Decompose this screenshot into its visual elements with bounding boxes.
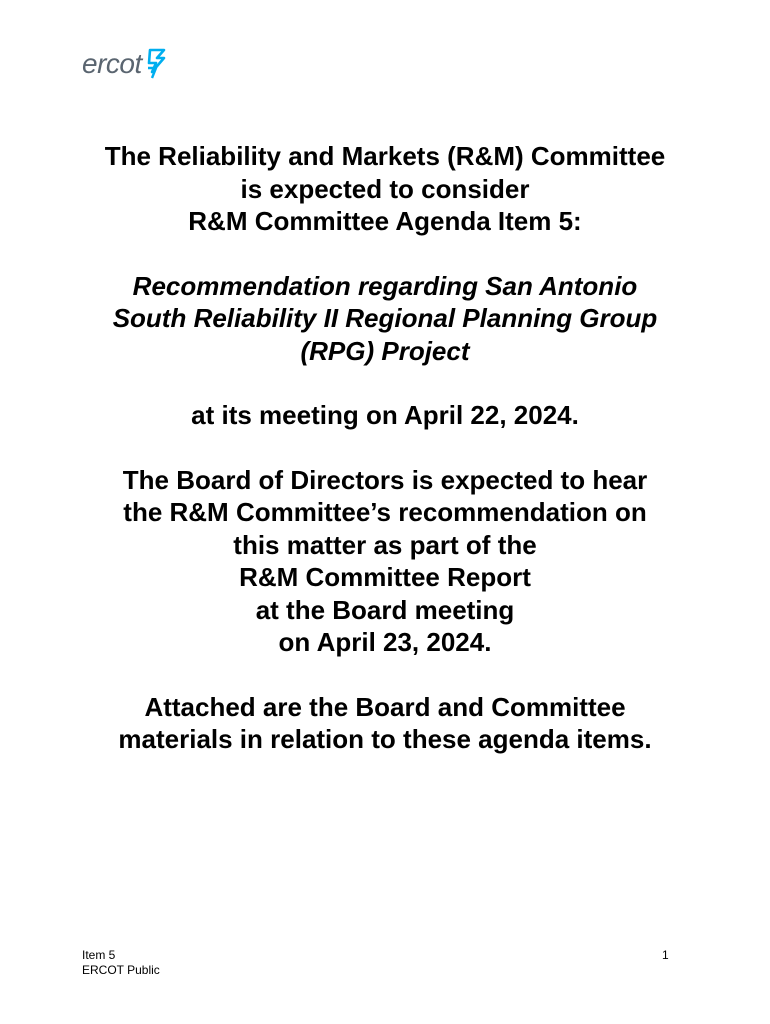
page-number: 1 <box>662 948 669 962</box>
footer-classification: ERCOT Public <box>82 963 160 977</box>
text-line: The Board of Directors is expected to hear <box>122 464 648 495</box>
text-line: is expected to consider <box>240 173 530 204</box>
text-line: this matter as part of the <box>233 529 537 560</box>
text-line: Attached are the Board and Committee <box>144 691 626 722</box>
text-line: on April 23, 2024. <box>278 627 492 657</box>
text-line: at its meeting on April 22, 2024. <box>191 400 579 430</box>
board-statement <box>40 464 730 659</box>
footer-left <box>82 948 160 978</box>
attachment-statement <box>40 691 730 756</box>
text-line: South Reliability II Regional Planning Group <box>112 303 658 333</box>
text-line: at the Board meeting <box>255 594 515 625</box>
meeting-date <box>40 399 730 432</box>
ercot-logo <box>82 46 168 82</box>
footer-item: Item 5 <box>82 948 116 962</box>
text-line: R&M Committee Agenda Item 5: <box>188 206 582 236</box>
text-line: R&M Committee Report <box>239 562 531 592</box>
recommendation-title <box>40 270 730 368</box>
text-line: the R&M Committee’s recommendation on <box>123 497 647 527</box>
committee-statement <box>40 140 730 238</box>
text-line: (RPG) Project <box>300 335 470 366</box>
text-line: materials in relation to these agenda items. <box>118 724 652 754</box>
logo-text: ercot <box>82 48 142 79</box>
ercot-bolt-icon <box>144 46 168 82</box>
notice-body <box>40 140 730 788</box>
text-line: The Reliability and Markets (R&M) Committee <box>104 141 666 171</box>
text-line: Recommendation regarding San Antonio <box>132 270 638 301</box>
